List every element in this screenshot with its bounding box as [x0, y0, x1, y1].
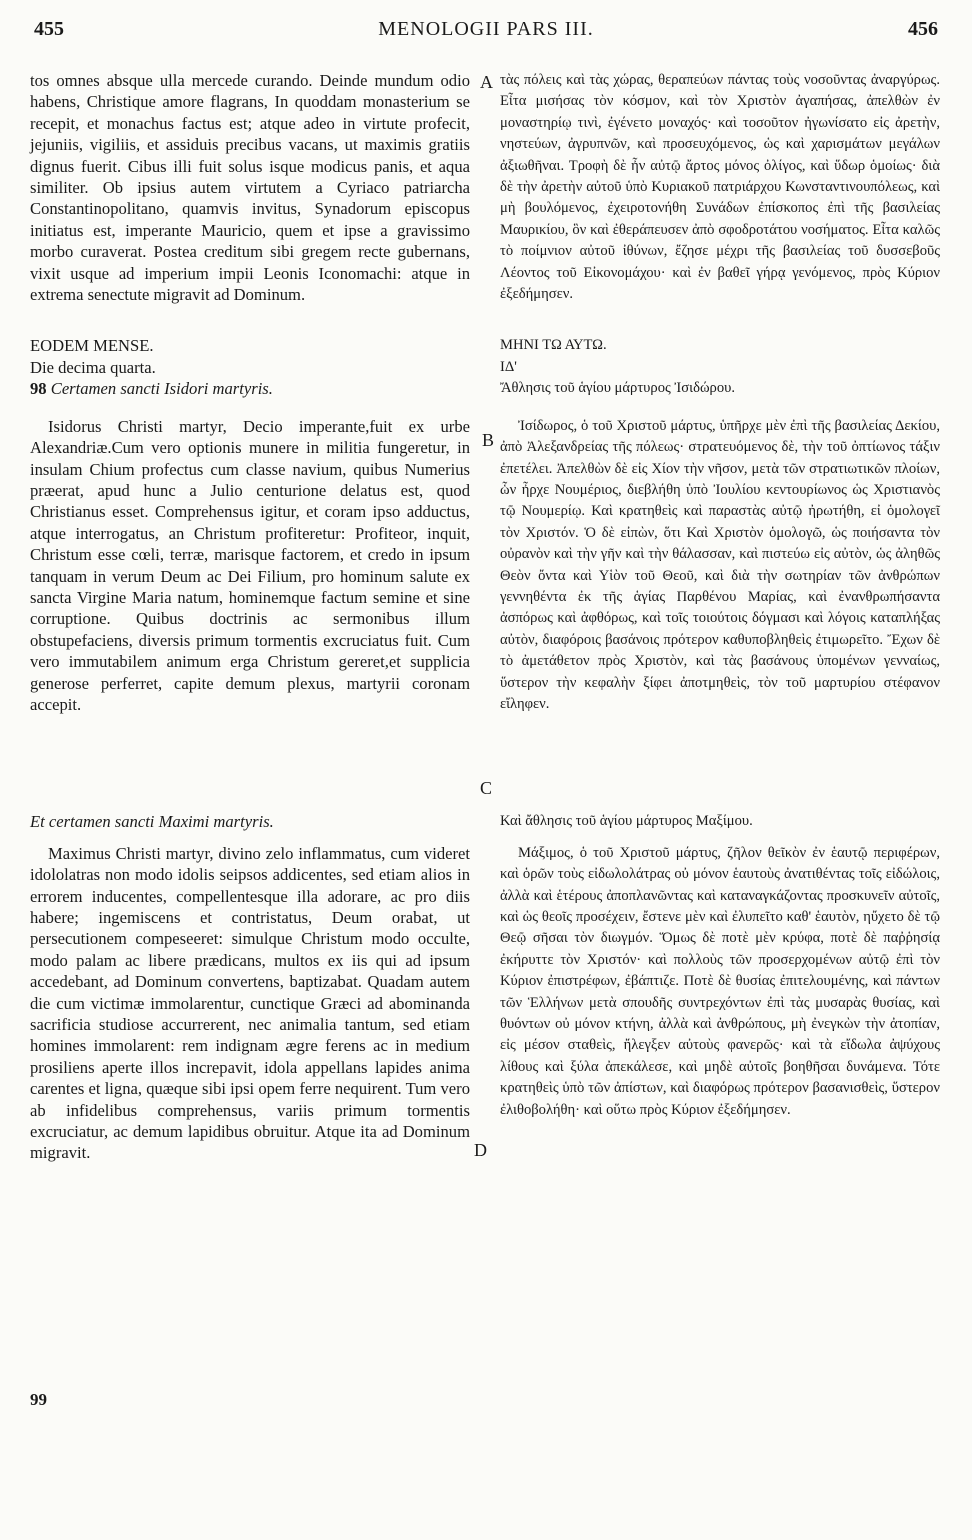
margin-number-99: 99	[30, 1390, 47, 1409]
greek-paragraph-2: Ἰσίδωρος, ὁ τοῦ Χριστοῦ μάρτυς, ὑπῆρχε μὲν ἐπὶ τῆς βασιλείας Δεκίου, ἀπὸ Ἀλεξανδρείας τῆς πόλεως· στρατευόμενος δὲ, τὴν τοῦ ὀπτίωνος τάξιν ἐπετέλει. Ἀπελθὼν δὲ εἰς Χίον τὴν νῆσον, μετὰ τῶν στρατιωτικῶν πλοίων, ὧν ἦρχε Νουμέριος, διεβλήθη ὑπὸ Ἰουλίου κεντουρίωνος ὡς Χριστιανὸς τῷ Νουμερίῳ. Καὶ κρατηθεὶς καὶ παραστὰς αὐτῷ ἠρωτήθη, εἰ ὁμολογεῖ τὸν Χριστόν. Ὁ δὲ εἰπὼν, ὅτι Καὶ Χριστὸν ὁμολογῶ, ὡς ποιήσαντα τὸν οὐρανὸν καὶ τὴν γῆν καὶ τὴν θάλασσαν, καὶ πιστεύω εἰς αὐτὸν, ὡς ἀληθῶς Θεὸν ὄντα καὶ Υἱὸν τοῦ Θεοῦ, καὶ διὰ τὴν σωτηρίαν τῶν ἀνθρώπων γεννηθέντα ἐκ τῆς ἁγίας Παρθένου Μαρίας, καὶ ἐνανθρωπήσαντα ἀσπόρως καὶ ἀφθόρως, καὶ τοῖς τοιούτοις δόγμασι καὶ λόγοις καταπλήξας αὐτὸν, διαφόροις βασάνοις πρότερον καθυποβληθεὶς ἐτιμωρεῖτο. Ἔχων δὲ τὸ ἀμετάθετον πρὸς Χριστὸν, καὶ τὰς βασάνους ὑπομένων γενναίως, ὕστερον τὴν κεφαλὴν ξίφει ἀποτμηθεὶς, τὸν τοῦ μαρτυρίου στέφανον εἴληφεν.	[500, 417, 940, 712]
page-header	[0, 18, 972, 48]
latin-column	[30, 70, 470, 1164]
margin-mark-d: D	[474, 1140, 487, 1160]
margin-mark-b: B	[482, 430, 495, 450]
right-page-number: 456	[908, 18, 938, 40]
latin-month-heading: EODEM MENSE.	[30, 336, 154, 356]
latin-entry-title	[30, 378, 470, 399]
latin-paragraph-3: Maximus Christi martyr, divino zelo inflammatus, cum videret idololatras non modo idolis seipsos addicentes, sed etiam alios in errorem inducentes, compellentesque illa adorare, ac pro diis habere; ingemiscens et contristatus, Deum orabat, ut persecutionem compeseeret: simulque Christum modo occulte, modo palam ac libere prædicans, multos ex iis qui ad ipsum accedebant, ad Dominum convertens, baptizabat. Quadam autem die cum victimæ immolarentur, cunctique Græci ad abominanda sacrificia studiose accurrerent, nec animalia tantum, sed etiam homines immolarent: rem indignam ægre ferens ac in medium prosiliens aperte illos increpavit, idola appellans lapides anima carentes et ligna, quæque sibi ipsi opem ferre nequirent. Tum vero ab infidelibus comprehensus, variis primum tormentis excruciatur, ac demum lapidibus obruitur. Atque ita ad Dominum migravit.	[30, 843, 470, 1163]
entry-number: 98	[30, 379, 47, 399]
greek-day-heading: ΙΔ'	[500, 358, 517, 375]
latin-paragraph-1: tos omnes absque ulla mercede curando. Deinde mundum odio habens, Christique amore flagrans, In quoddam monasterium se recepit, et monachus factus est; atque adeo in virtute profecit, jejuniis, vigiliis, et assiduis precibus vacans, ut maximis gratiis dignus fuerit. Cibus illi fuit solus isque modicus panis, et aqua similiter. Ob ipsius autem virtutem a Cyriaco patriarcha Constantinopolitano, quamvis invitus, Synadorum episcopus initiatus est, imperante Mauricio, quem et ipse a gravissimo morbo curaverat. Postea creditum sibi gregem recte gubernans, vixit usque ad imperium impii Leonis Iconomachi: atque in extrema senectute migravit ad Dominum.	[30, 71, 470, 305]
latin-paragraph-2: Isidorus Christi martyr, Decio imperante,fuit ex urbe Alexandriæ.Cum vero optionis munere in militia fungeretur, in insulam Chium profectus cum classe navium, quibus Numerius præerat, apud hunc a Julio centurione delatus est, quod Christianus esset. Comprehensus igitur, et coram ipso adductus, atque interrogatus, an Christum profiteretur: Profiteor, inquit, Christum esse cœli, terræ, marisque factorem, et credo in ipsum tanquam in verum Deum ac Dei Filium, pro hominum salute ex sancta Virgine Maria natum, hominemque factum semine et sine corruptione. Quibus doctrinis ac sermonibus illum obstupefaciens, diversis primum tormentis excruciatus fuit. Cum vero immutabilem animum erga Christum gereret,et supplicia generose perferret, capite demum plexus, martyrii coronam accepit.	[30, 416, 470, 714]
greek-column	[500, 70, 940, 1121]
left-page-number: 455	[34, 18, 64, 40]
greek-entry-title: Ἄθλησις τοῦ ἁγίου μάρτυρος Ἰσιδώρου.	[500, 380, 736, 397]
running-title: MENOLOGII PARS III.	[378, 18, 594, 40]
margin-mark-c: C	[480, 778, 493, 798]
margin-mark-a: A	[480, 72, 493, 92]
greek-paragraph-3: Μάξιμος, ὁ τοῦ Χριστοῦ μάρτυς, ζῆλον θεῖκὸν ἐν ἑαυτῷ περιφέρων, καὶ ὁρῶν τοὺς εἰδωλολάτρας οὐ μόνον ἑαυτοὺς ἀνατιθέντας τοῖς εἰδώλοις, ἀλλὰ καὶ ἑτέρους ἀποπλανῶντας καὶ καταναγκάζοντας προσκυνεῖν αὐτοῖς, καὶ ὡς θεοῖς προσέχειν, ἔστενε μὲν καὶ ἐλυπεῖτο καθ' ἑαυτὸν, ηὔχετο δὲ τῷ Θεῷ σῆσαι τὸν διωγμόν. Ὅμως δὲ ποτὲ μὲν κρύφα, ποτὲ δὲ παῤῥησίᾳ ἐκήρυττε τὸν Χριστόν· καὶ πολλοὺς τῶν προσερχομένων αὐτῷ ἐπὶ τὸν Κύριον ἐπιστρέφων, ἐβάπτιζε. Ποτὲ δὲ θυσίας ἐπιτελουμένης, καὶ πάντων τῶν Ἑλλήνων μετὰ σπουδῆς συντρεχόντων ἐπὶ τὰς μυσαρὰς θυσίας, καὶ θυόντων οὐ μόνον κτήνη, ἀλλὰ καὶ ἀνθρώπους, μὴ ἐνεγκὼν τὴν ἀτοπίαν, εἰς μέσον σταθεὶς, ἤλεγξεν αὐτοὺς φανερῶς· καὶ τὰ εἴδωλα ἀψύχους λίθους καὶ ξύλα ἀπεκάλεσε, καὶ μηδὲ αὐτοῖς βοηθῆσαι δυνάμενα. Τότε κρατηθεὶς ὑπὸ τῶν ἀπίστων, καὶ διαφόρως πρότερον βασανισθεὶς, ὕστερον ἐλιθοβολήθη· καὶ οὕτω πρὸς Κύριον ἐξεδήμησεν.	[500, 844, 940, 1118]
greek-maximus-title: Καὶ ἄθλησις τοῦ ἁγίου μάρτυρος Μαξίμου.	[500, 813, 753, 830]
latin-isidore-title: Certamen sancti Isidori martyris.	[50, 379, 273, 399]
latin-maximus-title: Et certamen sancti Maximi martyris.	[30, 812, 274, 832]
latin-day-heading: Die decima quarta.	[30, 357, 156, 377]
greek-month-heading: ΜΗΝΙ ΤΩ ΑΥΤΩ.	[500, 337, 607, 354]
greek-paragraph-1: τὰς πόλεις καὶ τὰς χώρας, θεραπεύων πάντας τοὺς νοσοῦντας ἀναργύρως. Εἶτα μισήσας τὸν κόσμον, καὶ τὸν Χριστὸν ἀγαπήσας, ἀπελθὼν ἐν μοναστηρίῳ τινὶ, ἐγένετο μοναχός· καὶ τοσοῦτον ἠγωνίσατο εἰς ἀρετὴν, νηστεύων, ἀγρυπνῶν, καὶ προσευχόμενος, ὡς καὶ χαρισμάτων μεγάλων ἀξιωθῆναι. Τροφὴ δὲ ἦν αὐτῷ ἄρτος μόνος ὀλίγος, καὶ ὕδωρ ὁμοίως· διὰ δὲ τὴν ἀρετὴν αὐτοῦ ὑπὸ Κυριακοῦ πατριάρχου Κωνσταντινουπόλεως, καὶ μὴ βουλόμενος, ἐχειροτονήθη Συνάδων ἐπίσκοπος ἐπὶ τῆς βασιλείας Μαυρικίου, ὃν καὶ ἐθεράπευσεν ἀπὸ σφοδροτάτου νοσήματος. Εἶτα καλῶς τὸ ποίμνιον αὐτοῦ ἰθύνων, ἔζησε μέχρι τῆς βασιλείας τοῦ δυσσεβοῦς Λέοντος τοῦ Εἰκονομάχου· καὶ ἐν βαθεῖ γήρᾳ γενόμενος, πρὸς Κύριον ἐξεδήμησεν.	[500, 72, 940, 303]
